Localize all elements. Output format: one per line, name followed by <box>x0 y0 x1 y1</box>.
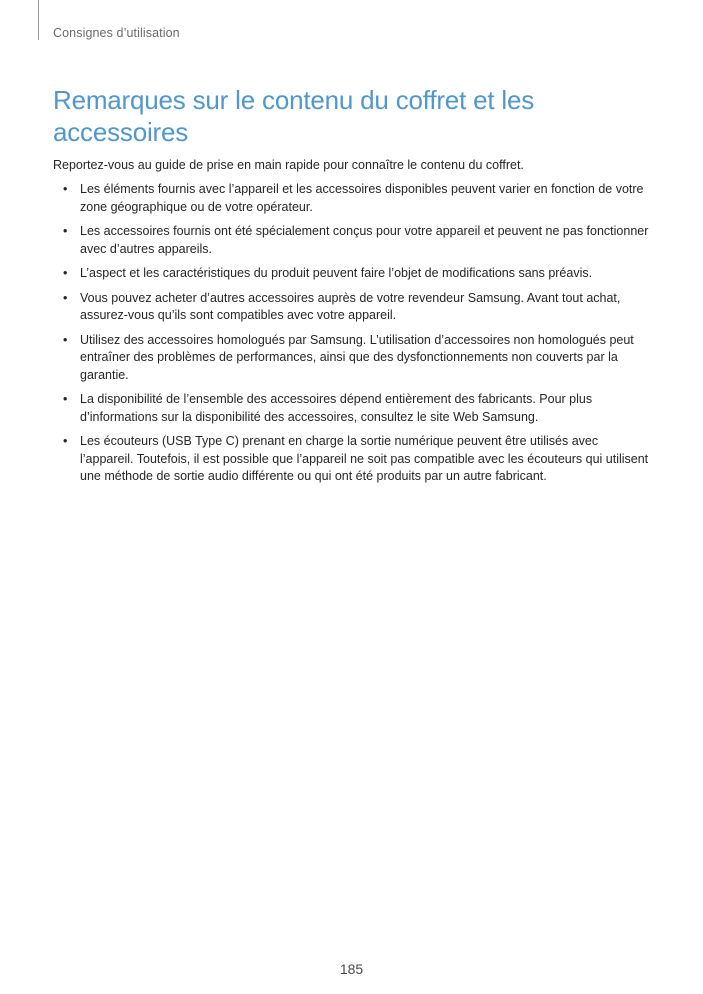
bullet-icon: • <box>63 392 68 406</box>
bullet-icon: • <box>63 434 68 448</box>
bullet-icon: • <box>63 332 68 347</box>
list-item-text: La disponibilité de l’ensemble des accessoires dépend entièrement des fabricants. Pour plus d’informations sur la disponibilité des accessoires, consultez le site Web Samsung. <box>80 392 593 424</box>
header-divider <box>38 0 39 40</box>
bullet-icon: • <box>63 182 68 196</box>
list-item <box>53 433 653 486</box>
list-item <box>53 265 653 283</box>
list-item <box>53 290 653 325</box>
page-number: 185 <box>339 961 364 977</box>
section-header: Consignes d’utilisation <box>53 26 180 40</box>
page-title: Remarques sur le contenu du coffret et les accessoires <box>53 85 535 147</box>
bullet-icon: • <box>63 224 68 238</box>
bullet-list <box>53 181 653 493</box>
list-item-text: L’aspect et les caractéristiques du produit peuvent faire l’objet de modifications sans préavis. <box>80 266 593 280</box>
bullet-icon: • <box>63 266 68 280</box>
list-item <box>53 391 653 426</box>
intro-paragraph: Reportez-vous au guide de prise en main rapide pour connaître le contenu du coffret. <box>53 158 524 172</box>
list-item-text: Les éléments fournis avec l’appareil et les accessoires disponibles peuvent varier en fonction de votre zone géographique ou de votre opérateur. <box>80 182 644 214</box>
list-item <box>53 181 653 216</box>
list-item <box>53 223 653 258</box>
bullet-icon: • <box>63 290 68 305</box>
list-item-text: Utilisez des accessoires homologués par Samsung. L’utilisation d’accessoires non homologués peut entraîner des problèmes de performances, ainsi que des dysfonctionnements non couverts par la garantie. <box>80 332 634 382</box>
list-item-text: Vous pouvez acheter d’autres accessoires auprès de votre revendeur Samsung. Avant tout achat, assurez-vous qu’ils sont compatibles avec votre appareil. <box>80 290 621 322</box>
list-item <box>53 332 653 385</box>
list-item-text: Les accessoires fournis ont été spécialement conçus pour votre appareil et peuvent ne pas fonctionner avec d’autres appareils. <box>80 224 649 256</box>
list-item-text: Les écouteurs (USB Type C) prenant en charge la sortie numérique peuvent être utilisés avec l’appareil. Toutefois, il est possible que l’appareil ne soit pas compatible avec les écouteurs qui utilisent une méthode de sortie audio différente ou qui ont été produits par un autre fabricant. <box>80 434 649 483</box>
